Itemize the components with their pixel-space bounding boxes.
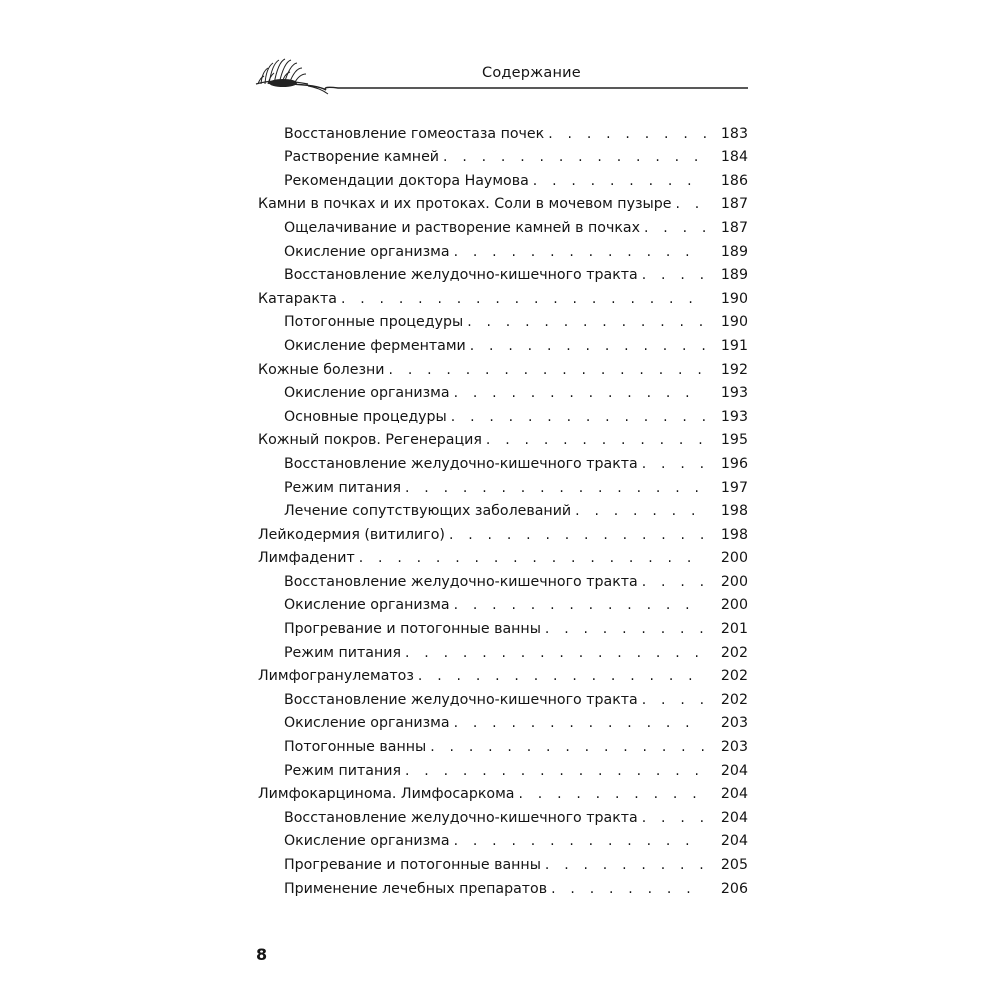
table-of-contents [258, 119, 748, 898]
toc-section-entry [258, 732, 748, 756]
dot-leader [451, 408, 706, 426]
toc-section-entry [258, 213, 748, 237]
running-header-title: Содержание [482, 65, 581, 81]
toc-section-entry [258, 402, 748, 426]
toc-entry-page: 205 [706, 856, 748, 874]
toc-entry-title: Окисление ферментами [284, 337, 470, 355]
toc-entry-title: Лимфогранулематоз [258, 667, 418, 685]
dot-leader [642, 691, 706, 709]
toc-entry-title: Лечение сопутствующих заболеваний [284, 502, 575, 520]
toc-section-entry [258, 449, 748, 473]
toc-entry-page: 204 [706, 832, 748, 850]
dot-leader [341, 290, 706, 308]
toc-entry-page: 198 [706, 526, 748, 544]
toc-entry-title: Ощелачивание и растворение камней в почках [284, 219, 644, 237]
toc-entry-page: 203 [706, 738, 748, 756]
toc-chapter-entry [258, 190, 748, 214]
toc-entry-title: Прогревание и потогонные ванны [284, 856, 545, 874]
toc-entry-page: 190 [706, 290, 748, 308]
toc-section-entry [258, 379, 748, 403]
dot-leader [470, 337, 706, 355]
toc-section-entry [258, 261, 748, 285]
toc-entry-page: 197 [706, 479, 748, 497]
toc-entry-page: 189 [706, 243, 748, 261]
dot-leader [449, 526, 706, 544]
toc-entry-page: 193 [706, 384, 748, 402]
toc-entry-title: Потогонные ванны [284, 738, 430, 756]
dot-leader [642, 573, 706, 591]
toc-entry-title: Восстановление желудочно-кишечного тракта [284, 691, 642, 709]
toc-entry-page: 192 [706, 361, 748, 379]
toc-section-entry [258, 143, 748, 167]
toc-entry-title: Окисление организма [284, 596, 454, 614]
dot-leader [642, 266, 706, 284]
toc-entry-title: Восстановление желудочно-кишечного тракта [284, 573, 642, 591]
toc-entry-page: 193 [706, 408, 748, 426]
toc-section-entry [258, 614, 748, 638]
toc-entry-title: Окисление организма [284, 384, 454, 402]
toc-section-entry [258, 827, 748, 851]
dot-leader [644, 219, 706, 237]
toc-entry-page: 184 [706, 148, 748, 166]
toc-entry-title: Прогревание и потогонные ванны [284, 620, 545, 638]
toc-chapter-entry [258, 520, 748, 544]
toc-entry-title: Катаракта [258, 290, 341, 308]
toc-entry-title: Режим питания [284, 479, 405, 497]
toc-entry-page: 198 [706, 502, 748, 520]
dot-leader [548, 125, 706, 143]
toc-entry-page: 202 [706, 644, 748, 662]
toc-entry-title: Растворение камней [284, 148, 443, 166]
dot-leader [454, 714, 706, 732]
dot-leader [545, 620, 706, 638]
toc-entry-page: 186 [706, 172, 748, 190]
dot-leader [486, 431, 706, 449]
dot-leader [518, 785, 706, 803]
toc-entry-page: 204 [706, 762, 748, 780]
toc-section-entry [258, 567, 748, 591]
toc-entry-page: 202 [706, 691, 748, 709]
dot-leader [467, 313, 706, 331]
toc-entry-title: Рекомендации доктора Наумова [284, 172, 533, 190]
toc-entry-title: Окисление организма [284, 832, 454, 850]
toc-entry-page: 187 [706, 219, 748, 237]
dot-leader [551, 880, 706, 898]
toc-entry-page: 204 [706, 785, 748, 803]
toc-entry-title: Камни в почках и их протоках. Соли в мочевом пузыре [258, 195, 675, 213]
dot-leader [454, 243, 706, 261]
dot-leader [675, 195, 706, 213]
toc-section-entry [258, 709, 748, 733]
toc-chapter-entry [258, 662, 748, 686]
toc-entry-title: Окисление организма [284, 714, 454, 732]
page-number: 8 [256, 945, 268, 964]
toc-section-entry [258, 308, 748, 332]
toc-entry-title: Основные процедуры [284, 408, 451, 426]
toc-section-entry [258, 331, 748, 355]
toc-section-entry [258, 756, 748, 780]
toc-section-entry [258, 497, 748, 521]
dot-leader [405, 479, 706, 497]
toc-section-entry [258, 119, 748, 143]
dot-leader [642, 455, 706, 473]
toc-section-entry [258, 237, 748, 261]
dot-leader [454, 384, 706, 402]
toc-entry-title: Режим питания [284, 644, 405, 662]
toc-entry-page: 204 [706, 809, 748, 827]
toc-section-entry [258, 874, 748, 898]
dot-leader [418, 667, 706, 685]
toc-chapter-entry [258, 284, 748, 308]
dot-leader [575, 502, 706, 520]
toc-section-entry [258, 638, 748, 662]
toc-entry-page: 200 [706, 573, 748, 591]
dot-leader [389, 361, 706, 379]
toc-section-entry [258, 166, 748, 190]
toc-entry-page: 206 [706, 880, 748, 898]
toc-chapter-entry [258, 355, 748, 379]
toc-section-entry [258, 685, 748, 709]
toc-entry-title: Восстановление желудочно-кишечного тракта [284, 266, 642, 284]
toc-entry-page: 201 [706, 620, 748, 638]
toc-entry-page: 203 [706, 714, 748, 732]
dot-leader [405, 762, 706, 780]
toc-section-entry [258, 591, 748, 615]
toc-entry-page: 183 [706, 125, 748, 143]
dot-leader [359, 549, 706, 567]
dot-leader [443, 148, 706, 166]
toc-entry-page: 196 [706, 455, 748, 473]
toc-entry-page: 195 [706, 431, 748, 449]
toc-entry-page: 187 [706, 195, 748, 213]
dot-leader [405, 644, 706, 662]
dot-leader [454, 596, 706, 614]
running-header [248, 50, 748, 98]
toc-entry-page: 202 [706, 667, 748, 685]
toc-entry-title: Потогонные процедуры [284, 313, 467, 331]
toc-entry-page: 200 [706, 596, 748, 614]
toc-entry-page: 200 [706, 549, 748, 567]
dot-leader [430, 738, 706, 756]
toc-entry-title: Кожные болезни [258, 361, 389, 379]
toc-chapter-entry [258, 544, 748, 568]
toc-section-entry [258, 473, 748, 497]
toc-entry-title: Восстановление желудочно-кишечного тракта [284, 809, 642, 827]
toc-entry-title: Лимфаденит [258, 549, 359, 567]
toc-entry-title: Кожный покров. Регенерация [258, 431, 486, 449]
toc-section-entry [258, 803, 748, 827]
toc-entry-title: Режим питания [284, 762, 405, 780]
toc-entry-title: Восстановление желудочно-кишечного тракта [284, 455, 642, 473]
dot-leader [642, 809, 706, 827]
dot-leader [454, 832, 706, 850]
toc-entry-title: Лейкодермия (витилиго) [258, 526, 449, 544]
toc-entry-title: Восстановление гомеостаза почек [284, 125, 548, 143]
toc-chapter-entry [258, 780, 748, 804]
toc-entry-title: Окисление организма [284, 243, 454, 261]
toc-chapter-entry [258, 426, 748, 450]
toc-entry-page: 191 [706, 337, 748, 355]
dot-leader [545, 856, 706, 874]
dot-leader [533, 172, 706, 190]
toc-entry-page: 190 [706, 313, 748, 331]
toc-entry-title: Применение лечебных препаратов [284, 880, 551, 898]
toc-entry-title: Лимфокарцинома. Лимфосаркома [258, 785, 518, 803]
toc-section-entry [258, 850, 748, 874]
toc-entry-page: 189 [706, 266, 748, 284]
